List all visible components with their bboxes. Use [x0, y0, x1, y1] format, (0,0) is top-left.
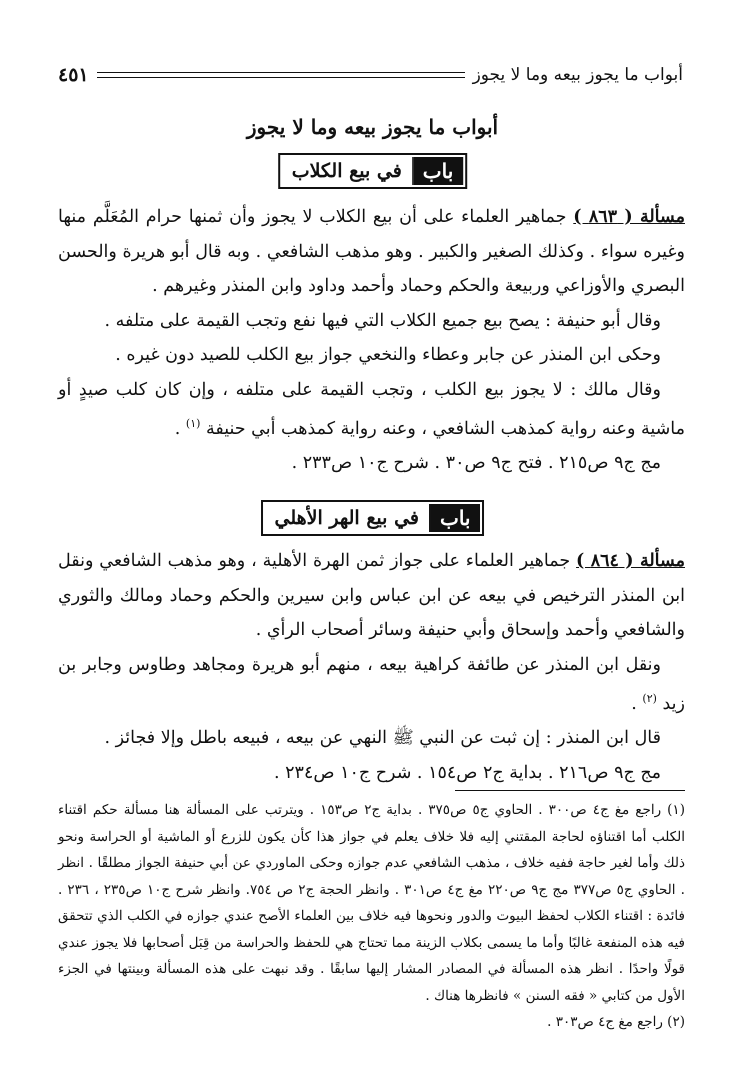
- footnote-rule: [455, 790, 685, 791]
- paragraph: وقال أبو حنيفة : يصح بيع جميع الكلاب التي فيها نفع وتجب القيمة على متلفه .: [104, 310, 661, 331]
- chapter-heading-dogs: [278, 153, 468, 189]
- chapter-title: في بيع الهر الأهلي: [265, 504, 430, 532]
- main-title: أبواب ما يجوز بيعه وما لا يجوز: [246, 115, 499, 139]
- paragraph: وحكى ابن المنذر عن جابر وعطاء والنخعي جواز بيع الكلب للصيد دون غيره .: [115, 345, 661, 365]
- chapter-title: في بيع الكلاب: [282, 157, 413, 185]
- paragraph: مسألة ( ٨٦٣ ) جماهير العلماء على أن بيع الكلاب لا يجوز وأن ثمنها حرام المُعَلَّم منها وغيره سواء . وكذلك الصغير والكبير . وهو مذهب الشافعي . وبه قال أبو هريرة والحسن البصري والأوزاعي وربيعة والحكم وحماد وأحمد وداود وابن المنذر وغيرهم .: [58, 207, 685, 296]
- footnote: (٢) راجع مغ ج٤ ص٣٠٣ .: [547, 1014, 685, 1030]
- masala-label: مسألة ( ٨٦٤ ): [576, 551, 685, 571]
- footnotes: [58, 797, 685, 1036]
- footnote: (١) راجع مغ ج٤ ص٣٠٠ . الحاوي ج٥ ص٣٧٥ . بداية ج٢ ص١٥٣ . ويترتب على المسألة هنا مسألة حكم اقتناء الكلب أما اقتناؤه لحاجة المقتني إليه فلا خلاف يعلم في جواز هذا كأن يكون للزرع أو الماشية أو الحراسة ونحو ذلك وأما لغير حاجة ففيه خلاف ، مذهب الشافعي عدم جوازه وحكى الماوردي عن أبي حنيفة الجواز مطلقًا . انظر . الحاوي ج٥ ص٣٧٧ مج ج٩ ص٢٢٠ مغ ج٤ ص٣٠١ . وانظر الحجة ج٢ ص ٧٥٤. وانظر شرح ج١٠ ص٢٣٥ ، ٢٣٦ . فائدة : اقتناء الكلاب لحفظ البيوت والدور ونحوها فيه خلاف بين العلماء الأصح عندي جوازه في الكلب الذي تتحقق فيه هذه المنفعة غالبًا وأما ما يسمى بكلاب الزينة مما تحتاج هي للحفظ والحراسة من قِبَل أصحابها فلا يجوز عندي قولًا واحدًا . انظر هذه المسألة في المصادر المشار إليها سابقًا . وقد نبهت على هذه المسألة وبينتها في الجزء الأول من كتابي « فقه السنن » فانظرها هناك .: [58, 802, 685, 1004]
- running-title: أبواب ما يجوز بيعه وما لا يجوز: [472, 65, 683, 85]
- page-number: ٤٥١: [58, 64, 89, 86]
- section-cats: [58, 544, 685, 790]
- page-header: [58, 60, 683, 90]
- references: مج ج٩ ص٢١٦ . بداية ج٢ ص١٥٤ . شرح ج١٠ ص٢٣٤ .: [274, 762, 661, 783]
- paragraph: ونقل ابن المنذر عن طائفة كراهية بيعه ، منهم أبو هريرة ومجاهد وطاوس وجابر بن زيد $^{(٢)}$ .: [58, 654, 685, 714]
- header-rule: [97, 72, 465, 78]
- paragraph: قال ابن المنذر : إن ثبت عن النبي ﷺ النهي عن بيعه ، فبيعه باطل وإلا فجائز .: [104, 728, 661, 749]
- section-dogs: [58, 200, 685, 481]
- paragraph: مسألة ( ٨٦٤ ) جماهير العلماء على جواز ثمن الهرة الأهلية ، وهو مذهب الشافعي ونقل ابن المنذر الترخيص في بيعه عن ابن عباس وابن سيرين والحكم وحماد ومالك والثوري والشافعي وأحمد وإسحاق وأبي حنيفة وسائر أصحاب الرأي .: [58, 551, 685, 640]
- masala-label: مسألة ( ٨٦٣ ): [573, 207, 685, 227]
- chapter-heading-cats: [261, 500, 485, 536]
- paragraph: وقال مالك : لا يجوز بيع الكلب ، وتجب القيمة على متلفه ، وإن كان كلب صيدٍ أو ماشية وعنه رواية كمذهب الشافعي ، وعنه رواية كمذهب أبي حنيفة $^{(١)}$ .: [58, 379, 685, 439]
- references: مج ج٩ ص٢١٥ . فتح ج٩ ص٣٠ . شرح ج١٠ ص٢٣٣ .: [291, 453, 661, 474]
- footnote-ref: (١): [185, 417, 201, 430]
- bab-label: باب: [430, 504, 481, 532]
- bab-label: باب: [413, 157, 464, 185]
- footnote-ref: (٢): [642, 692, 657, 705]
